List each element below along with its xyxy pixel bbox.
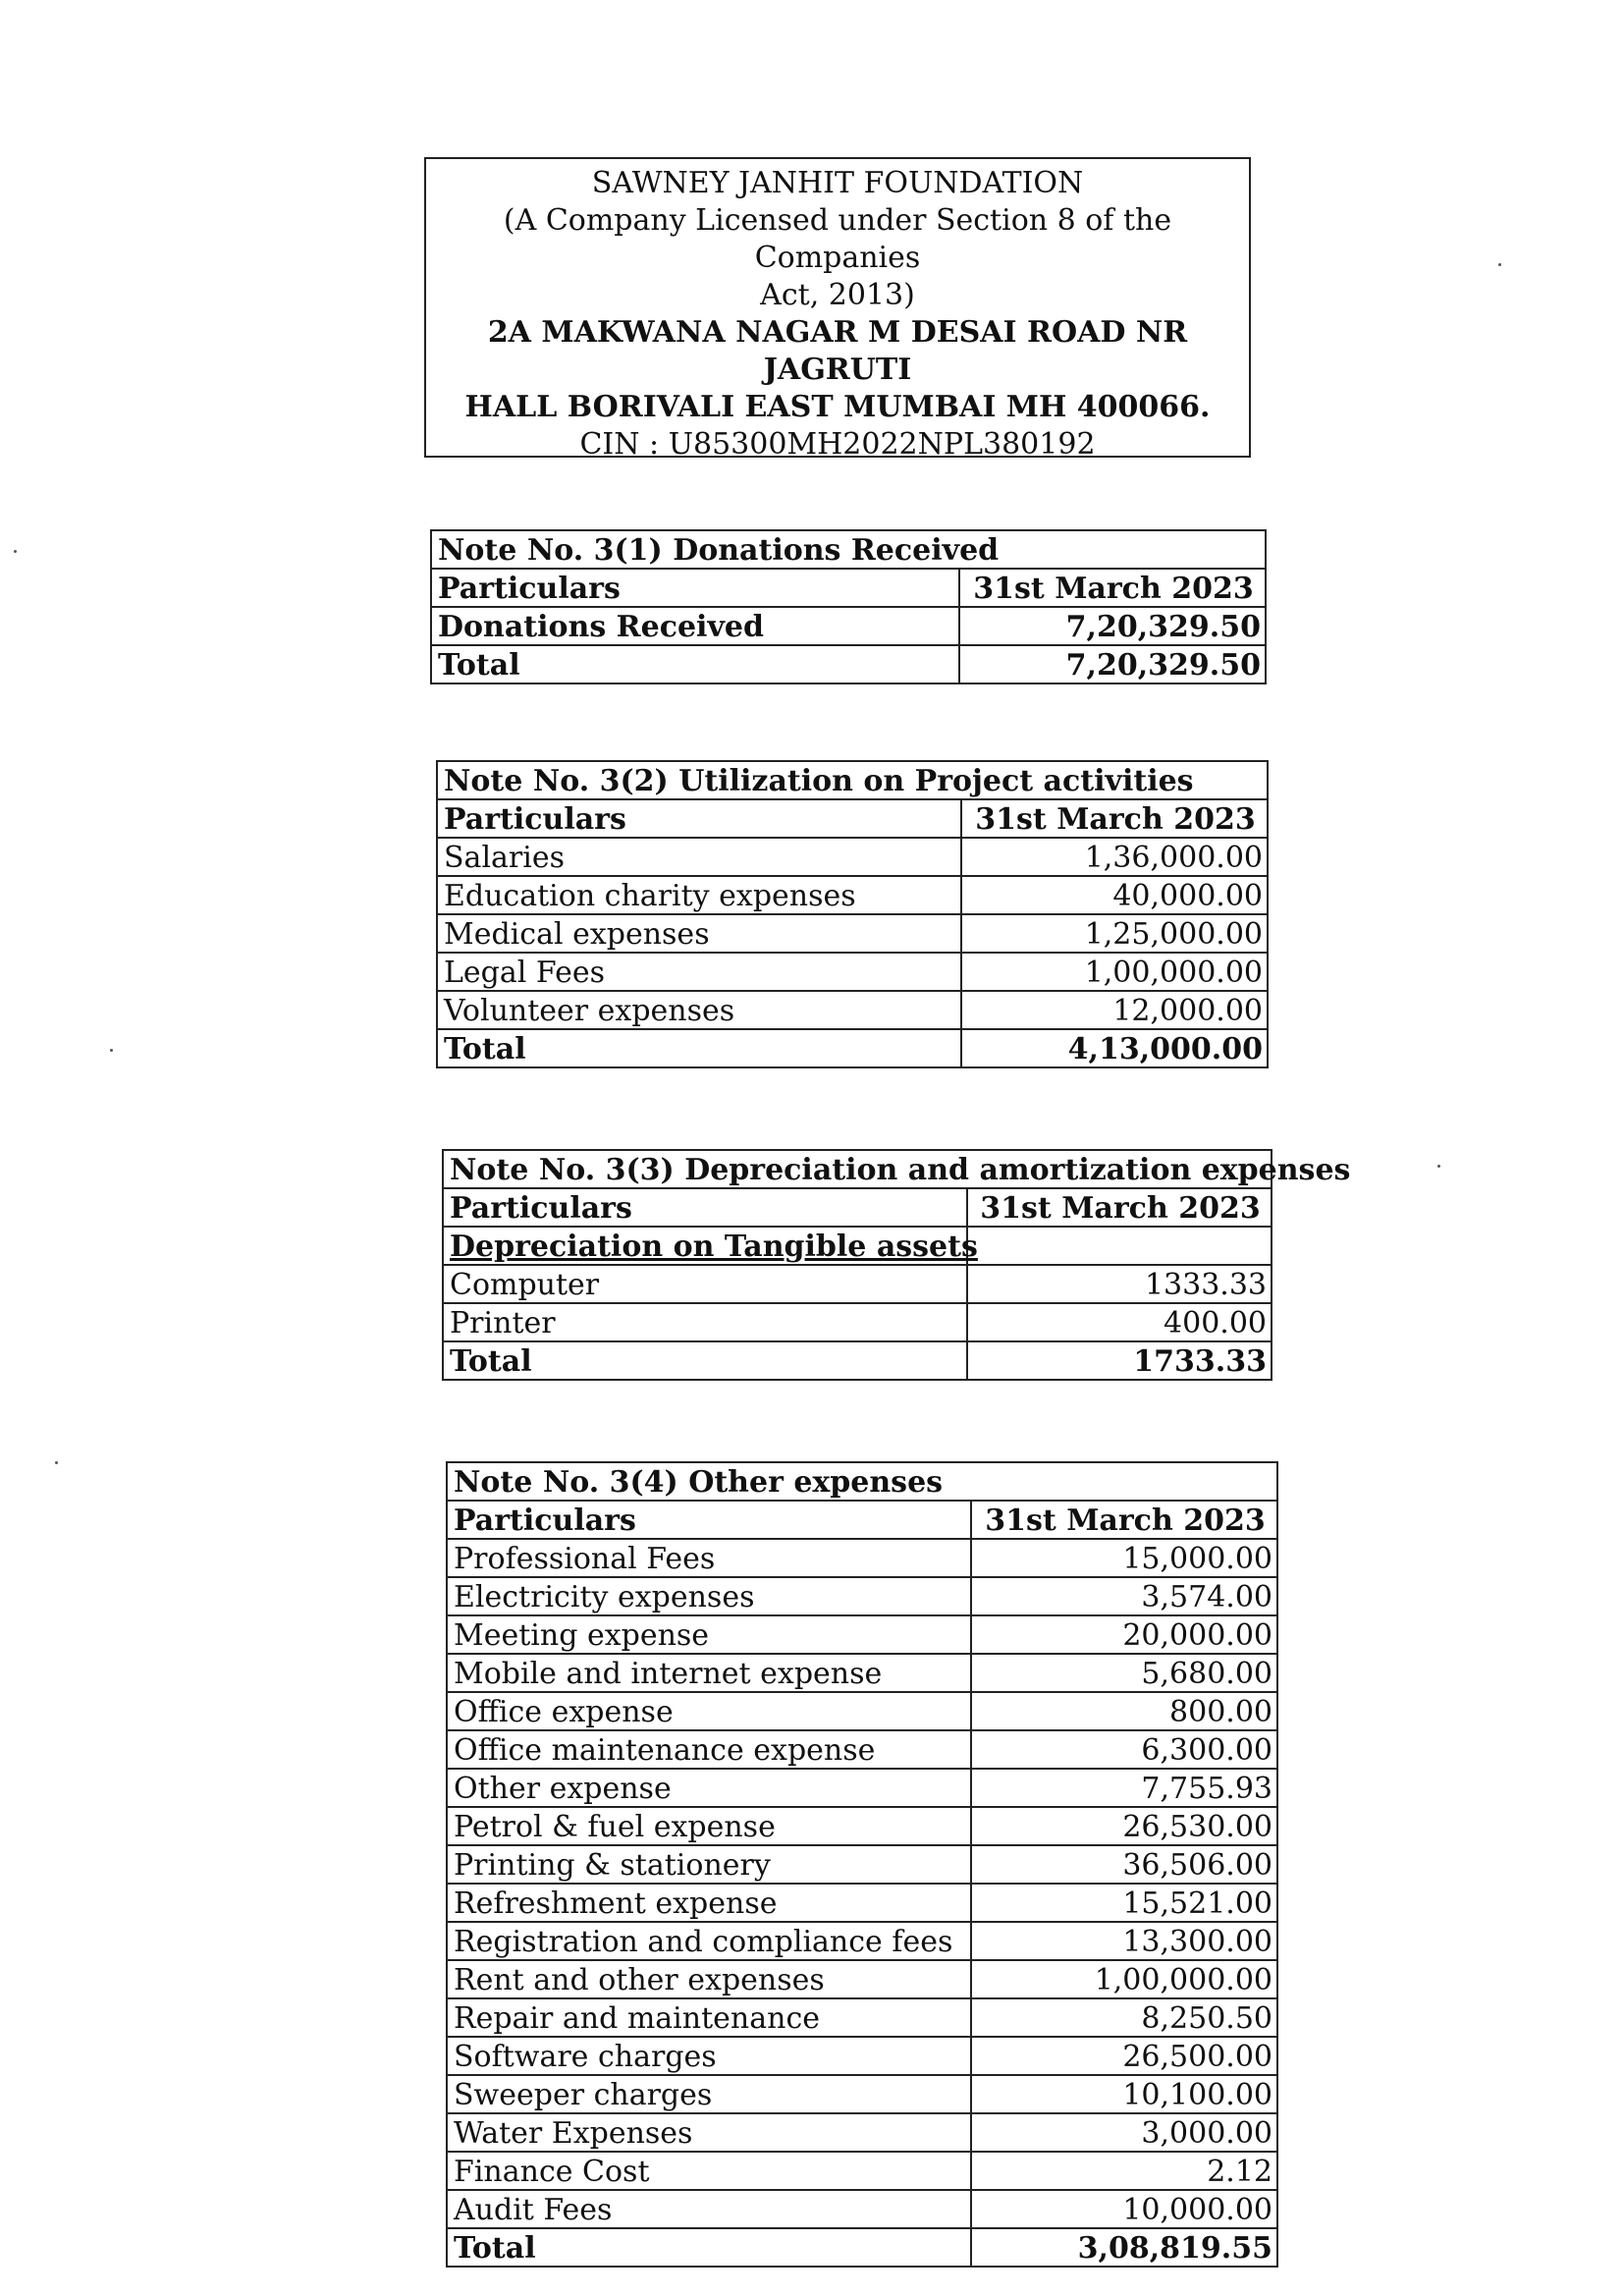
table-row [447,1615,1277,1654]
table-row [447,1807,1277,1845]
table-row [437,953,1268,991]
table-row [447,1960,1277,1998]
row-label: Donations Received [431,607,959,645]
note-title-row [443,1150,1272,1188]
row-label: Legal Fees [437,953,961,991]
note-title-row [437,761,1268,799]
row-value: 10,000.00 [971,2190,1277,2228]
row-value: 12,000.00 [961,991,1268,1029]
organization-subtitle-line1: (A Company Licensed under Section 8 of the Companies [503,203,1172,275]
table-row [447,1654,1277,1692]
total-row [447,2228,1277,2267]
particulars-header: Particulars [437,799,961,838]
row-value: 40,000.00 [961,876,1268,914]
particulars-header: Particulars [431,569,959,607]
particulars-header: Particulars [443,1188,967,1227]
row-label: Professional Fees [447,1539,971,1577]
section-row [443,1227,1272,1265]
row-value: 20,000.00 [971,1615,1277,1654]
particulars-header: Particulars [447,1501,971,1539]
note-title-row [447,1462,1277,1501]
total-label: Total [443,1341,967,1380]
row-label: Office expense [447,1692,971,1730]
total-value: 4,13,000.00 [961,1029,1268,1067]
table-row [447,2075,1277,2113]
row-value: 6,300.00 [971,1730,1277,1769]
table-row [443,1303,1272,1341]
row-label: Office maintenance expense [447,1730,971,1769]
table-row [447,1884,1277,1922]
row-value: 1,25,000.00 [961,914,1268,953]
period-header: 31st March 2023 [971,1501,1277,1539]
row-label: Other expense [447,1769,971,1807]
row-value: 2.12 [971,2152,1277,2190]
row-value: 26,530.00 [971,1807,1277,1845]
total-value: 3,08,819.55 [971,2228,1277,2267]
organization-cin: CIN : U85300MH2022NPL380192 [579,427,1096,462]
row-value: 8,250.50 [971,1998,1277,2037]
row-value: 7,20,329.50 [959,607,1266,645]
organization-address-line1: 2A MAKWANA NAGAR M DESAI ROAD NR JAGRUTI [487,315,1188,387]
row-label: Education charity expenses [437,876,961,914]
note-title: Note No. 3(2) Utilization on Project activities [437,761,961,799]
row-label: Mobile and internet expense [447,1654,971,1692]
note-3-4-table [446,1461,1278,2268]
row-label: Finance Cost [447,2152,971,2190]
row-value: 800.00 [971,1692,1277,1730]
row-value: 1,36,000.00 [961,838,1268,876]
total-label: Total [431,645,959,683]
row-value: 1,00,000.00 [971,1960,1277,1998]
row-value: 5,680.00 [971,1654,1277,1692]
total-row [437,1029,1268,1067]
row-value: 10,100.00 [971,2075,1277,2113]
table-row [447,1577,1277,1615]
total-row [431,645,1266,683]
row-value: 1333.33 [967,1265,1272,1303]
row-label: Printer [443,1303,967,1341]
table-row [437,876,1268,914]
total-label: Total [437,1029,961,1067]
row-value: 3,000.00 [971,2113,1277,2152]
table-header-row [437,799,1268,838]
organization-name: SAWNEY JANHIT FOUNDATION [591,166,1084,200]
row-label: Medical expenses [437,914,961,953]
row-label: Volunteer expenses [437,991,961,1029]
table-row [447,2190,1277,2228]
table-row [437,991,1268,1029]
table-row [447,1998,1277,2037]
section-label: Depreciation on Tangible assets [443,1227,967,1265]
scan-speck [1498,263,1501,266]
table-row [447,1769,1277,1807]
row-value: 7,755.93 [971,1769,1277,1807]
organization-subtitle-line2: Act, 2013) [760,278,915,312]
total-row [443,1341,1272,1380]
table-header-row [443,1188,1272,1227]
table-row [431,607,1266,645]
scan-speck [55,1461,58,1464]
row-label: Registration and compliance fees [447,1922,971,1960]
table-header-row [431,569,1266,607]
period-header: 31st March 2023 [961,799,1268,838]
row-value: 15,521.00 [971,1884,1277,1922]
row-value: 3,574.00 [971,1577,1277,1615]
row-label: Sweeper charges [447,2075,971,2113]
table-row [447,1692,1277,1730]
row-label: Rent and other expenses [447,1960,971,1998]
table-row [447,1922,1277,1960]
total-label: Total [447,2228,971,2267]
period-header: 31st March 2023 [967,1188,1272,1227]
row-value: 26,500.00 [971,2037,1277,2075]
total-value: 7,20,329.50 [959,645,1266,683]
note-3-1-table [430,529,1267,684]
note-title-row [431,530,1266,569]
row-label: Salaries [437,838,961,876]
table-header-row [447,1501,1277,1539]
row-label: Water Expenses [447,2113,971,2152]
table-row [447,2152,1277,2190]
row-value: 15,000.00 [971,1539,1277,1577]
row-label: Repair and maintenance [447,1998,971,2037]
row-label: Refreshment expense [447,1884,971,1922]
total-value: 1733.33 [967,1341,1272,1380]
table-row [447,1845,1277,1884]
row-label: Software charges [447,2037,971,2075]
row-value: 13,300.00 [971,1922,1277,1960]
row-label: Meeting expense [447,1615,971,1654]
organization-address-line2: HALL BORIVALI EAST MUMBAI MH 400066. [464,390,1211,424]
scan-speck [1437,1165,1440,1168]
organization-header [424,157,1251,462]
table-row [443,1265,1272,1303]
row-value: 1,00,000.00 [961,953,1268,991]
note-3-3-table [442,1149,1351,1381]
row-label: Computer [443,1265,967,1303]
scan-speck [14,550,17,553]
table-row [437,838,1268,876]
row-label: Petrol & fuel expense [447,1807,971,1845]
table-row [447,1539,1277,1577]
note-title: Note No. 3(3) Depreciation and amortization expenses [443,1150,967,1188]
note-title: Note No. 3(1) Donations Received [431,530,959,569]
table-row [437,914,1268,953]
table-row [447,2037,1277,2075]
row-value: 400.00 [967,1303,1272,1341]
row-label: Audit Fees [447,2190,971,2228]
note-title: Note No. 3(4) Other expenses [447,1462,971,1501]
row-label: Printing & stationery [447,1845,971,1884]
row-label: Electricity expenses [447,1577,971,1615]
table-row [447,2113,1277,2152]
note-3-2-table [436,760,1269,1068]
table-row [447,1730,1277,1769]
period-header: 31st March 2023 [959,569,1266,607]
scan-speck [110,1049,113,1052]
row-value: 36,506.00 [971,1845,1277,1884]
